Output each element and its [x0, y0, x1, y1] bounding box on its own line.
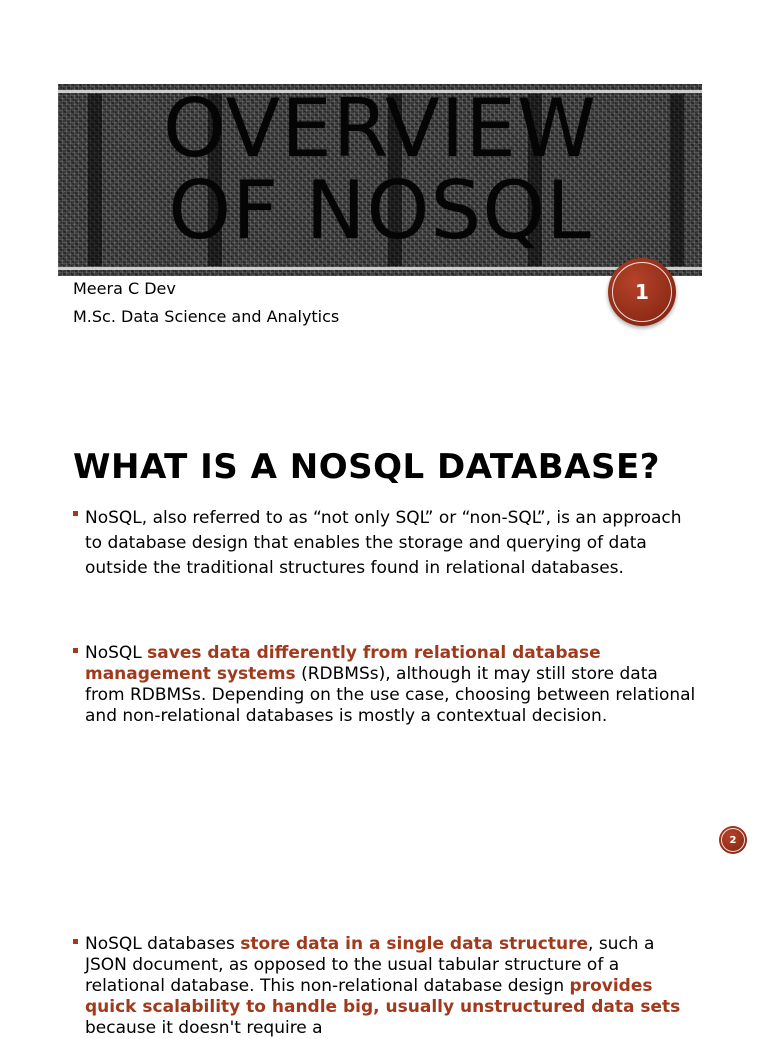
badge-ring: [721, 828, 745, 852]
bullet-marker: [73, 511, 78, 516]
highlighted-text: saves data differently from relational database management systems: [85, 643, 601, 684]
text-run: (RDBMSs), although it may still store data from RDBMSs. Depending on the use case, choosing between relational and non-relational databases is mostly a contextual decision.: [85, 664, 696, 726]
text-run: NoSQL databases: [85, 934, 241, 954]
highlighted-text: store data in a single data structure: [240, 934, 589, 954]
text-run: , such a JSON document, as opposed to the usual tabular structure of a relational database. This non-relational database design: [85, 934, 655, 996]
page-number: 1: [635, 280, 649, 304]
author-affiliation: M.Sc. Data Science and Analytics: [73, 307, 340, 326]
author-name: Meera C Dev: [73, 279, 176, 298]
title-banner: [58, 84, 702, 276]
page-number: 2: [729, 834, 737, 846]
bullet-item: [73, 934, 699, 1039]
content-slide: [0, 385, 768, 1038]
title-line-1: OVERVIEW: [162, 84, 597, 175]
text-run: NoSQL: [85, 643, 148, 663]
bullet-item: [73, 506, 699, 581]
page-number-badge: [719, 826, 747, 854]
badge-ring: [612, 262, 672, 322]
bullet-item: [73, 643, 699, 727]
bullet-text: NoSQL, also referred to as “not only SQL” or “non-SQL”, is an approach to database design that enables the storage and querying of data outside the traditional structures found in relational databases.: [85, 508, 682, 578]
bullet-marker: [73, 648, 78, 653]
slide-title: [58, 84, 702, 257]
bullet-text: [85, 643, 699, 727]
bullet-text: [85, 934, 699, 1039]
bullet-marker: [73, 939, 78, 944]
title-slide: [0, 0, 768, 385]
text-run: because it doesn't require a: [85, 1018, 323, 1038]
title-line-2: OF NOSQL: [168, 164, 592, 257]
highlighted-text: provides quick scalability to handle big, usually unstructured data sets: [85, 976, 681, 1017]
page-number-badge: [608, 258, 676, 326]
slide-heading: WHAT IS A NOSQL DATABASE?: [73, 447, 660, 487]
banner-bottom-rule: [58, 267, 702, 270]
